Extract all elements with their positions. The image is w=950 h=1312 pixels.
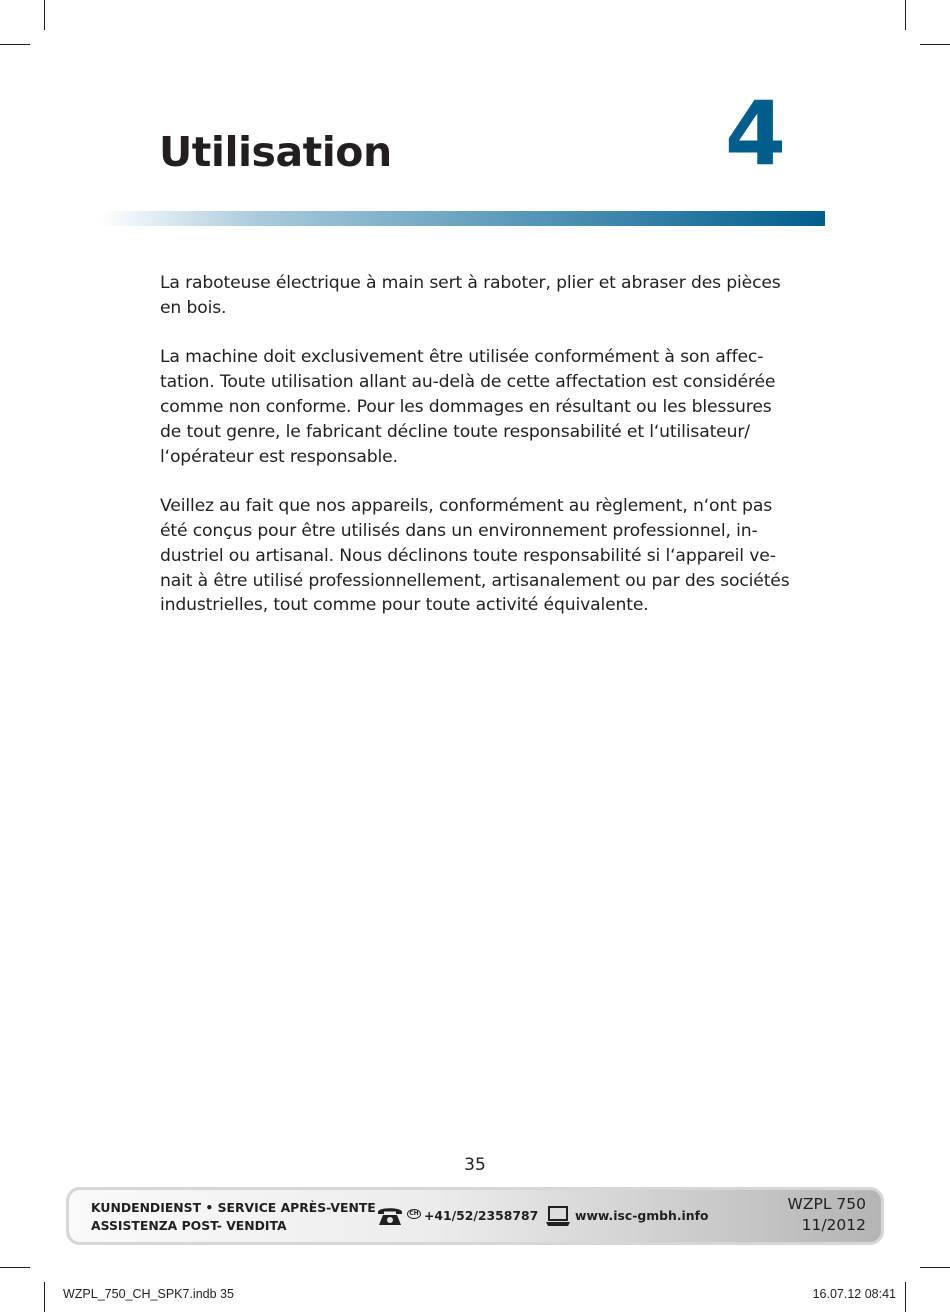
crop-mark-bottom-left bbox=[0, 1267, 30, 1268]
phone-number[interactable]: +41/52/2358787 bbox=[424, 1208, 539, 1223]
crop-mark-top-right bbox=[905, 0, 906, 30]
text-line: nait à être utilisé professionnellement, artisanalement ou par des sociétés bbox=[160, 570, 790, 591]
text-line: de tout genre, le fabricant décline toute responsabilité et l‘utilisateur/ bbox=[160, 421, 750, 442]
crop-mark-top-right bbox=[920, 44, 950, 45]
page-title: Utilisation bbox=[159, 128, 392, 176]
crop-mark-bottom-right bbox=[920, 1267, 950, 1268]
service-line-2: ASSISTENZA POST- VENDITA bbox=[91, 1217, 287, 1233]
crop-mark-top-left bbox=[44, 0, 45, 30]
text-line: La machine doit exclusivement être utilisée conformément à son affec- bbox=[160, 347, 764, 368]
page-number: 35 bbox=[464, 1155, 486, 1175]
service-footer bbox=[66, 1187, 884, 1245]
text-line: en bois. bbox=[160, 297, 227, 318]
service-label bbox=[91, 1199, 376, 1234]
print-slug-file: WZPL_750_CH_SPK7.indb 35 bbox=[63, 1287, 234, 1301]
text-line: La raboteuse électrique à main sert à raboter, plier et abraser des pièces bbox=[160, 273, 781, 293]
title-gradient-rule bbox=[100, 211, 825, 226]
crop-mark-bottom-left bbox=[44, 1282, 45, 1312]
body-text bbox=[160, 271, 800, 643]
telephone-icon bbox=[376, 1205, 404, 1227]
chapter-number: 4 bbox=[724, 82, 787, 185]
text-line: été conçus pour être utilisés dans un environnement professionnel, in- bbox=[160, 520, 758, 541]
text-line: comme non conforme. Pour les dommages en résultant ou les blessures bbox=[160, 396, 772, 417]
text-line: l‘opérateur est responsable. bbox=[160, 446, 398, 467]
text-line: Veillez au fait que nos appareils, conformément au règlement, n‘ont pas bbox=[160, 496, 773, 517]
crop-mark-bottom-right bbox=[905, 1282, 906, 1312]
crop-mark-top-left bbox=[0, 44, 30, 45]
country-badge: CH bbox=[407, 1209, 421, 1219]
website-link[interactable]: www.isc-gmbh.info bbox=[575, 1208, 709, 1223]
laptop-icon bbox=[545, 1204, 571, 1228]
paragraph bbox=[160, 494, 800, 618]
text-line: tation. Toute utilisation allant au-delà de cette affectation est considérée bbox=[160, 372, 776, 393]
text-line: industrielles, tout comme pour toute activité équivalente. bbox=[160, 595, 649, 616]
service-line-1: KUNDENDIENST • SERVICE APRÈS-VENTE bbox=[91, 1200, 376, 1215]
paragraph bbox=[160, 271, 800, 321]
paragraph bbox=[160, 345, 800, 469]
print-slug-timestamp: 16.07.12 08:41 bbox=[812, 1287, 896, 1301]
model-date: 11/2012 bbox=[801, 1216, 866, 1234]
model-name: WZPL 750 bbox=[787, 1195, 866, 1213]
model-info bbox=[788, 1194, 866, 1236]
text-line: dustriel ou artisanal. Nous déclinons toute responsabilité si l‘appareil ve- bbox=[160, 545, 776, 566]
